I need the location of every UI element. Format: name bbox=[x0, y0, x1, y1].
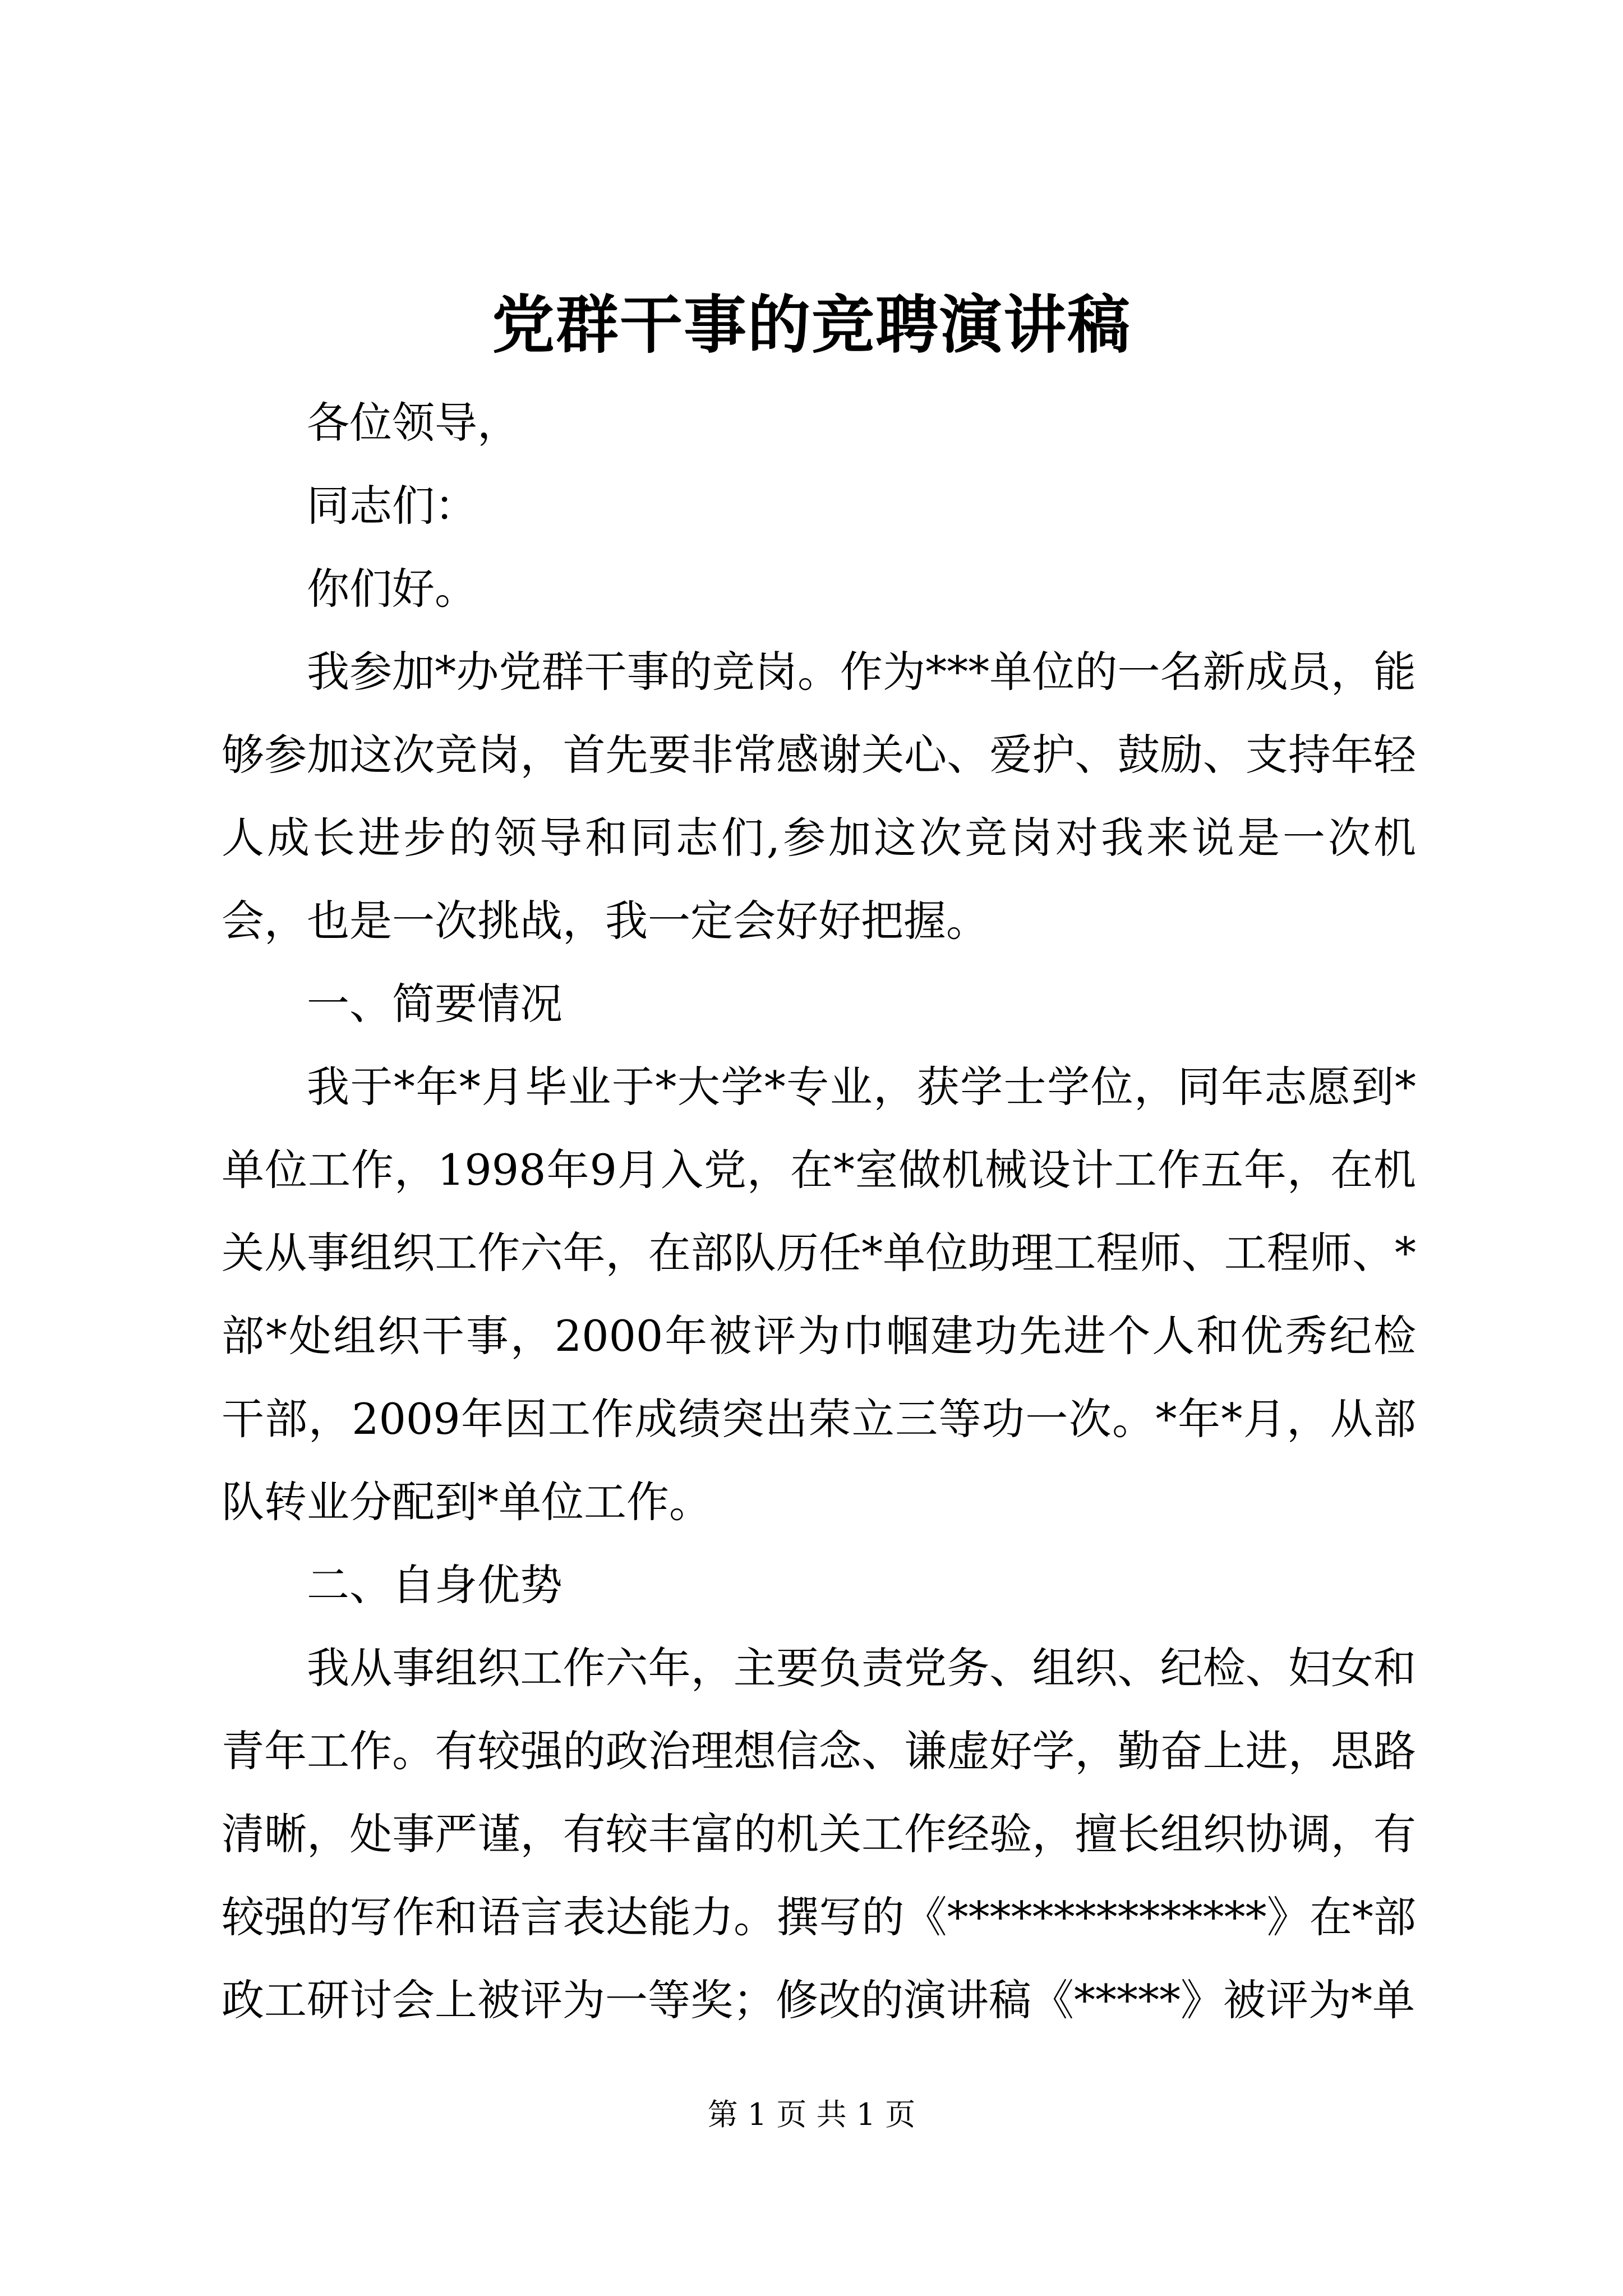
document-title: 党群干事的竞聘演讲稿 bbox=[492, 288, 1131, 362]
document-body bbox=[222, 381, 1416, 2042]
overview-paragraph: 我于*年*月毕业于*大学*专业，获学士学位，同年志愿到*单位工作，1998年9月入党，在*室做机械设计工作五年，在机关从事组织工作六年，在部队历任*单位助理工程师、工程师、*部*处组织干事，2000年被评为巾帼建功先进个人和优秀纪检干部，2009年因工作成绩突出荣立三等功一次。*年*月，从部队转业分配到*单位工作。 bbox=[222, 1062, 1416, 1527]
intro-paragraph: 我参加*办党群干事的竞岗。作为***单位的一名新成员，能够参加这次竞岗，首先要非常感谢关心、爱护、鼓励、支持年轻人成长进步的领导和同志们,参加这次竞岗对我来说是一次机会，也是一次挑战，我一定会好好把握。 bbox=[222, 647, 1416, 946]
strengths-paragraph: 我从事组织工作六年，主要负责党务、组织、纪检、妇女和青年工作。有较强的政治理想信念、谦虚好学，勤奋上进，思路清晰，处事严谨，有较丰富的机关工作经验，擅长组织协调，有较强的写作和语言表达能力。撰写的《***************》在*部政工研讨会上被评为一等奖；修改的演讲稿《*****》被评为*单 bbox=[222, 1643, 1416, 2025]
salutation-leaders: 各位领导， bbox=[307, 398, 520, 448]
salutation-comrades: 同志们： bbox=[307, 481, 477, 531]
section-heading-strengths: 二、自身优势 bbox=[307, 1560, 562, 1610]
section-heading-overview: 一、简要情况 bbox=[307, 979, 562, 1029]
greeting: 你们好。 bbox=[307, 564, 477, 614]
page-footer: 第 1 页 共 1 页 bbox=[707, 2097, 916, 2132]
